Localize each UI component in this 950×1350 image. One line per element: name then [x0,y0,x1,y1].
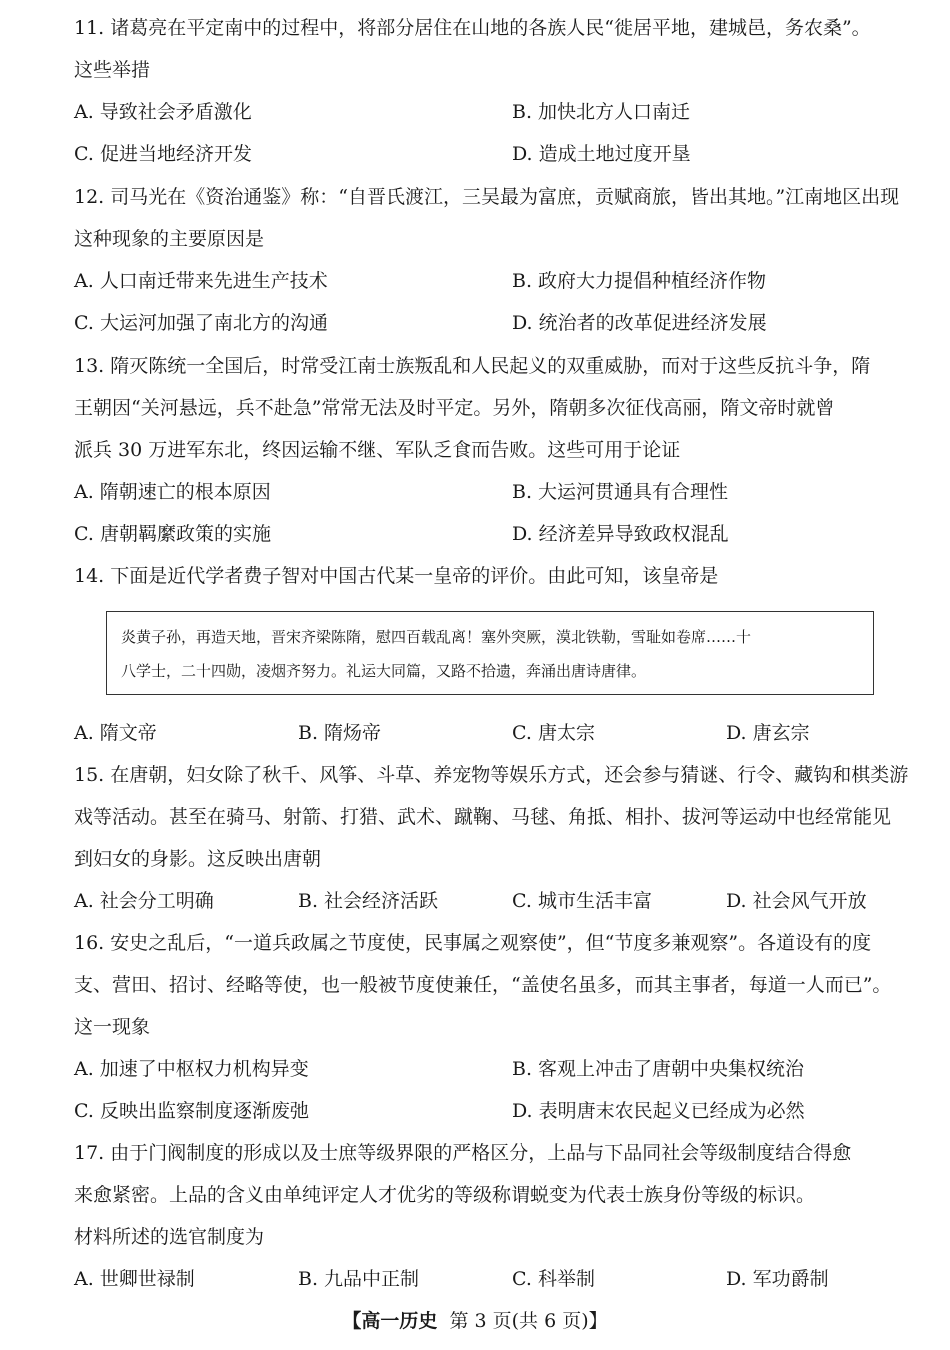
option-c[interactable]: C. 科举制 [512,1268,595,1290]
option-c[interactable]: C. 唐朝羁縻政策的实施 [74,523,271,545]
option-c[interactable]: C. 城市生活丰富 [512,890,652,912]
question-stem-line: 12. 司马光在《资治通鉴》称：“自晋氏渡江，三吴最为富庶，贡赋商旅，皆出其地。”江南地区出现 [74,186,900,208]
question-stem-line: 这些举措 [74,59,151,81]
option-d[interactable]: D. 统治者的改革促进经济发展 [512,312,767,334]
option-a[interactable]: A. 隋文帝 [74,722,157,744]
question-stem-line: 来愈紧密。上品的含义由单纯评定人才优劣的等级称谓蜕变为代表士族身份等级的标识。 [74,1184,816,1206]
question-11 [74,7,914,175]
question-stem-line: 这一现象 [74,1016,151,1038]
question-stem-line: 到妇女的身影。这反映出唐朝 [74,848,322,870]
question-stem-line: 16. 安史之乱后，“一道兵政属之节度使，民事属之观察使”，但“节度多兼观察”。各道设有的度 [74,932,872,954]
option-a[interactable]: A. 隋朝速亡的根本原因 [74,481,271,503]
option-a[interactable]: A. 社会分工明确 [74,890,214,912]
question-stem-line: 材料所述的选官制度为 [74,1226,265,1248]
option-b[interactable]: B. 大运河贯通具有合理性 [512,481,729,503]
option-b[interactable]: B. 政府大力提倡种植经济作物 [512,270,767,292]
option-b[interactable]: B. 加快北方人口南迁 [512,101,691,123]
question-16 [74,922,914,1132]
question-13 [74,345,914,555]
question-stem-line: 15. 在唐朝，妇女除了秋千、风筝、斗草、养宠物等娱乐方式，还会参与猜谜、行令、藏钩和棋类游 [74,764,909,786]
option-d[interactable]: D. 社会风气开放 [726,890,867,912]
option-b[interactable]: B. 客观上冲击了唐朝中央集权统治 [512,1058,805,1080]
option-c[interactable]: C. 促进当地经济开发 [74,143,252,165]
option-b[interactable]: B. 隋炀帝 [298,722,382,744]
question-stem-line: 13. 隋灭陈统一全国后，时常受江南士族叛乱和人民起义的双重威胁，而对于这些反抗斗争，隋 [74,355,871,377]
question-stem-line: 这种现象的主要原因是 [74,228,265,250]
option-b[interactable]: B. 九品中正制 [298,1268,420,1290]
question-stem-line: 支、营田、招讨、经略等使，也一般被节度使兼任，“盖使名虽多，而其主事者，每道一人而已”。 [74,974,892,996]
option-d[interactable]: D. 唐玄宗 [726,722,810,744]
question-12 [74,176,914,344]
option-a[interactable]: A. 加速了中枢权力机构异变 [74,1058,309,1080]
option-c[interactable]: C. 大运河加强了南北方的沟通 [74,312,328,334]
footer-page-number: 第 3 页(共 6 页)】 [449,1310,608,1332]
quote-line: 炎黄子孙，再造天地，晋宋齐梁陈隋，慰四百载乱离！塞外突厥，漠北铁勒，雪耻如卷席……十 [121,628,752,646]
option-d[interactable]: D. 表明唐末农民起义已经成为必然 [512,1100,805,1122]
question-stem-line: 戏等活动。甚至在骑马、射箭、打猎、武术、蹴鞠、马毬、角抵、相扑、拔河等运动中也经常能见 [74,806,892,828]
option-b[interactable]: B. 社会经济活跃 [298,890,439,912]
quote-box [106,611,874,695]
quote-line: 八学士，二十四勋，凌烟齐努力。礼运大同篇，又路不拾遗，奔涌出唐诗唐律。 [121,662,647,680]
option-a[interactable]: A. 导致社会矛盾激化 [74,101,252,123]
footer-subject: 【高一历史 [342,1310,438,1332]
question-14-options [74,712,914,754]
option-a[interactable]: A. 世卿世禄制 [74,1268,195,1290]
question-stem-line: 王朝因“关河悬远，兵不赴急”常常无法及时平定。另外，隋朝多次征伐高丽，隋文帝时就曾 [74,397,835,419]
question-17 [74,1132,914,1300]
question-stem-line: 派兵 30 万进军东北，终因运输不继、军队乏食而告败。这些可用于论证 [74,439,681,461]
option-d[interactable]: D. 军功爵制 [726,1268,829,1290]
option-c[interactable]: C. 唐太宗 [512,722,595,744]
option-c[interactable]: C. 反映出监察制度逐渐废弛 [74,1100,309,1122]
question-14 [74,555,914,597]
question-stem-line: 17. 由于门阀制度的形成以及士庶等级界限的严格区分，上品与下品同社会等级制度结合得愈 [74,1142,852,1164]
option-d[interactable]: D. 经济差异导致政权混乱 [512,523,729,545]
option-d[interactable]: D. 造成土地过度开垦 [512,143,691,165]
page-footer [0,1306,950,1336]
question-stem-line: 11. 诸葛亮在平定南中的过程中，将部分居住在山地的各族人民“徙居平地，建城邑，务农桑”。 [74,17,871,39]
question-stem-line: 14. 下面是近代学者费子智对中国古代某一皇帝的评价。由此可知，该皇帝是 [74,565,719,587]
question-15 [74,754,914,922]
option-a[interactable]: A. 人口南迁带来先进生产技术 [74,270,328,292]
